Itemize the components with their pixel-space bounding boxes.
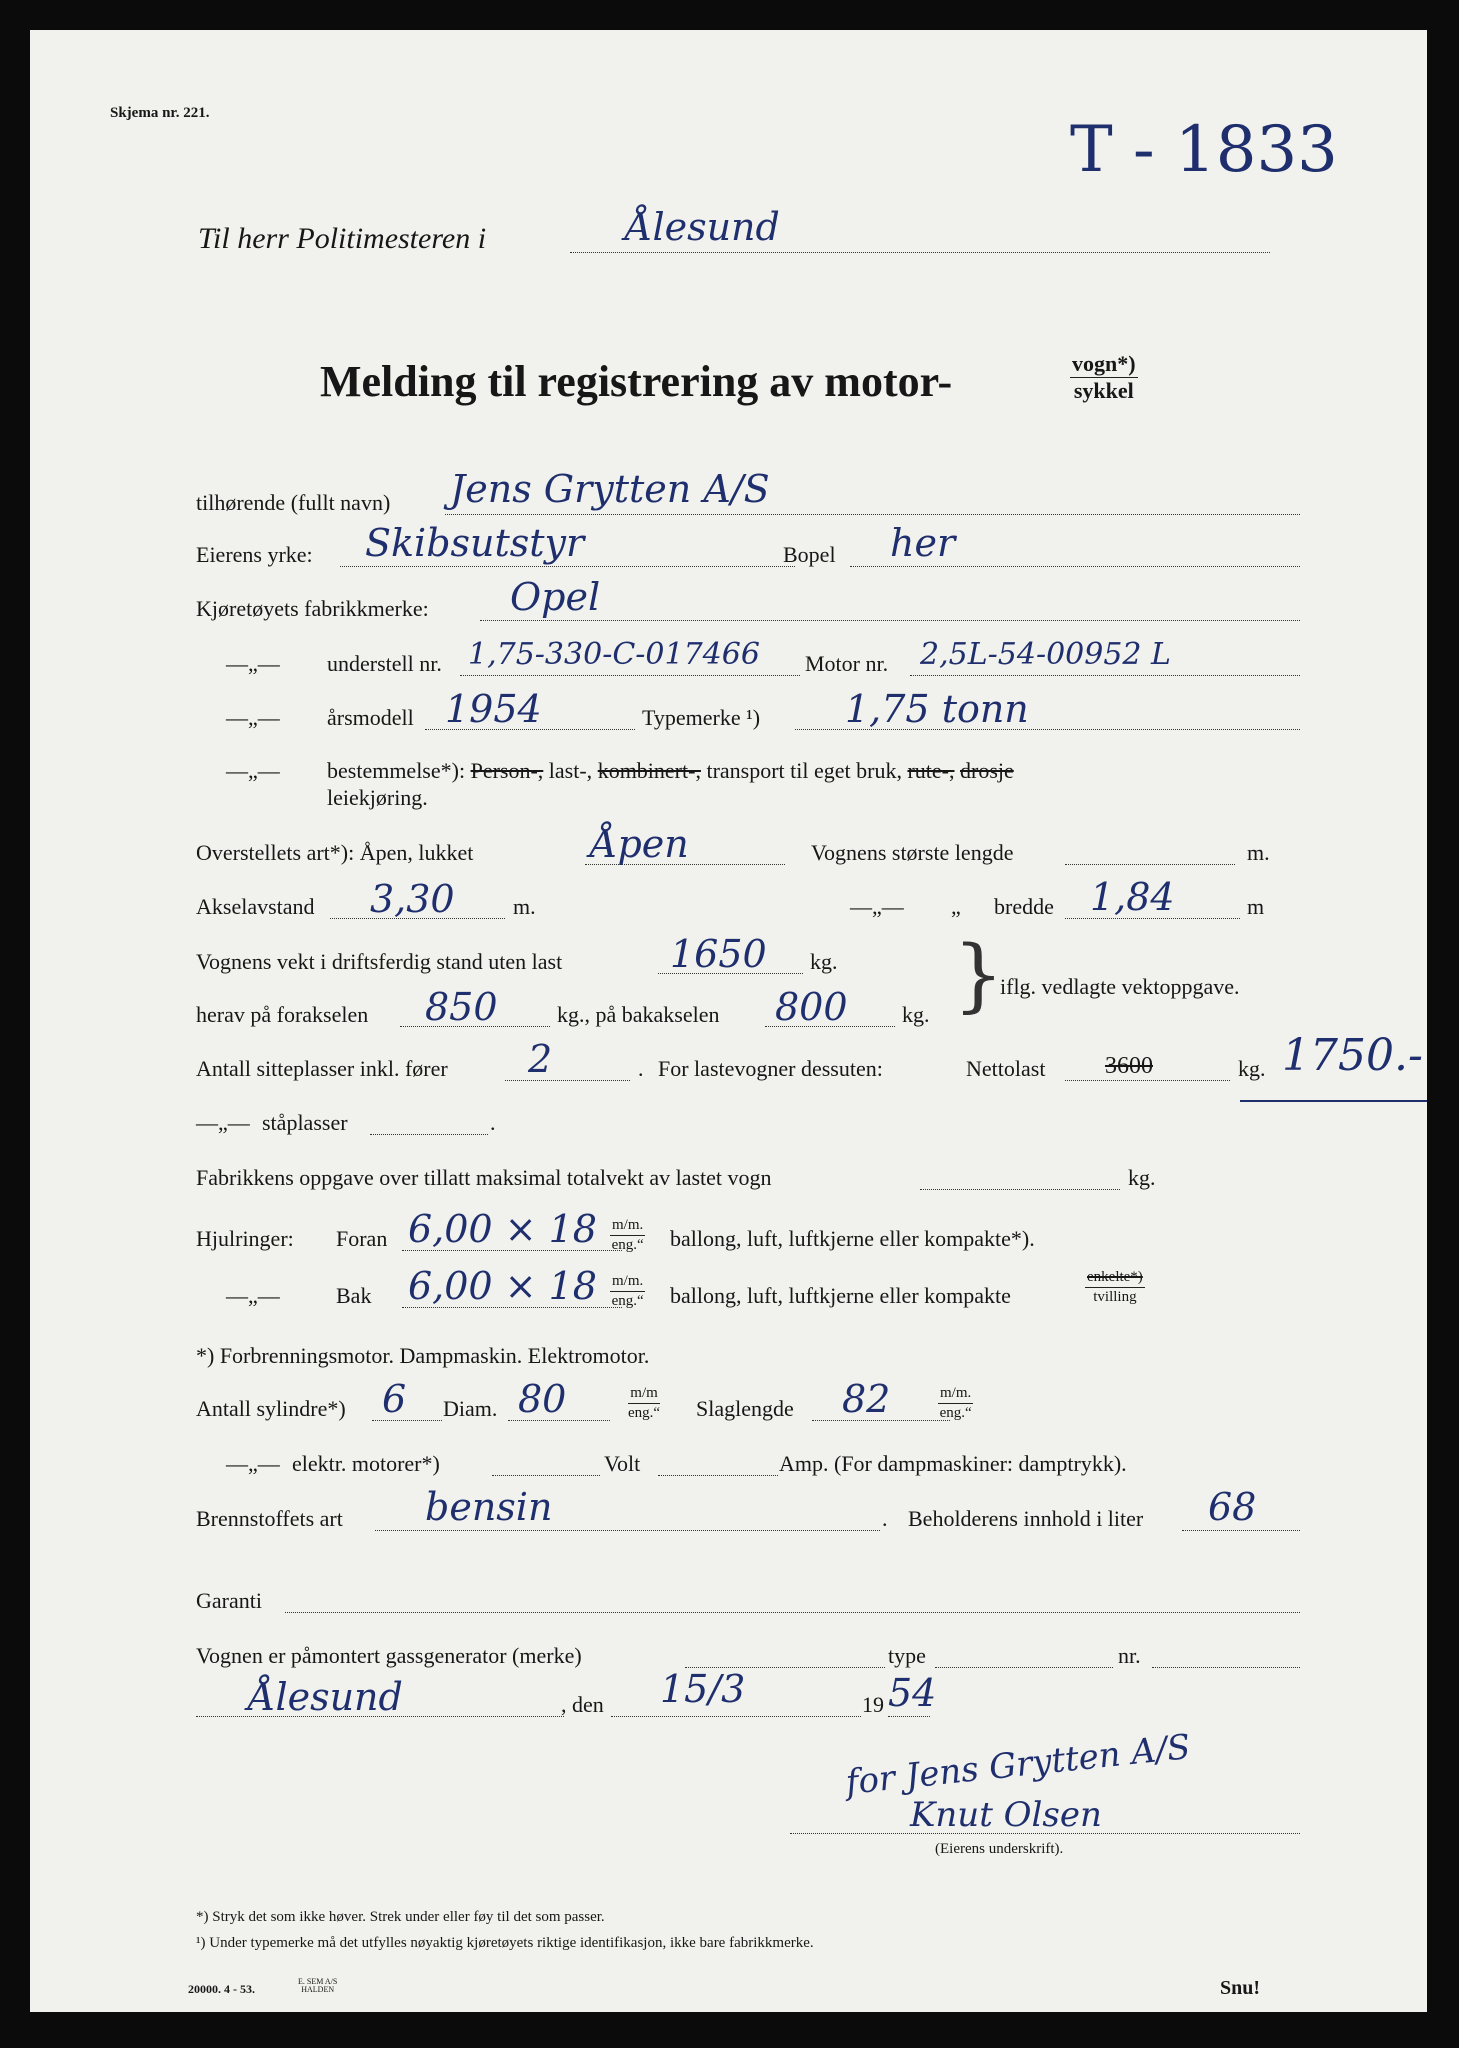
year-line [888, 1716, 930, 1717]
chassis-ditto: —„— [226, 651, 280, 676]
turn-page-label: Snu! [1220, 1977, 1261, 1999]
purpose-person: Person-, [470, 758, 544, 783]
residence-line [850, 566, 1300, 567]
occupation-label: Eierens yrke: [196, 542, 313, 567]
purpose-transport: transport til eget bruk, [706, 758, 902, 783]
volt-line [658, 1475, 778, 1476]
make-line [480, 620, 1300, 621]
signer-line1: for Jens Grytten A/S [843, 1727, 1193, 1803]
make-value: Opel [510, 575, 601, 619]
fuel-line [375, 1530, 880, 1531]
purpose-row [327, 760, 1014, 782]
purpose-last: last-, [548, 758, 593, 783]
wheels-front-unit [610, 1218, 645, 1253]
chassis-label: understell nr. [327, 651, 442, 676]
stroke-unit [938, 1386, 973, 1421]
width-label: bredde [994, 894, 1054, 919]
rear-axle-label: kg., på bakakselen [557, 1002, 720, 1027]
wheelbase-value: 3,30 [370, 877, 455, 921]
weight-unit: kg. [810, 949, 838, 974]
wheels-front-unit-bottom: eng.“ [611, 1237, 644, 1253]
front-axle-label: herav på forakselen [196, 1002, 369, 1027]
diam-unit-top: m/m [628, 1386, 660, 1404]
weight-label: Vognens vekt i driftsferdig stand uten last [196, 949, 563, 974]
wheels-rear-unit-bottom: eng.“ [611, 1293, 644, 1309]
weight-note: iflg. vedlagte vektoppgave. [1000, 974, 1240, 999]
purpose-ditto: —„— [226, 758, 280, 783]
addressee-label: Til herr Politimesteren i [198, 222, 487, 255]
title-frac-top: vogn*) [1072, 351, 1136, 376]
rear-axle-unit: kg. [902, 1002, 930, 1027]
date-label: , den [561, 1692, 604, 1717]
wheels-twin: tvilling [1093, 1289, 1137, 1305]
rear-axle-value: 800 [775, 985, 848, 1029]
seats-period: . [638, 1056, 644, 1081]
chassis-line [460, 675, 800, 676]
elec-line [492, 1475, 600, 1476]
net-underline [1240, 1100, 1427, 1102]
standing-line [370, 1134, 488, 1135]
gasgen-nr-line [1152, 1667, 1300, 1668]
max-weight-unit: kg. [1128, 1165, 1156, 1190]
diam-value: 80 [518, 1377, 567, 1421]
seats-line [505, 1080, 630, 1081]
length-line [1065, 864, 1235, 865]
width-ditto: —„— [850, 894, 904, 919]
purpose-drosje: drosje [960, 758, 1014, 783]
diam-unit [628, 1386, 660, 1421]
residence-value: her [890, 521, 956, 565]
signature-line [790, 1833, 1300, 1834]
wheels-rear-text: ballong, luft, luftkjerne eller kompakte [670, 1283, 1011, 1308]
net-value: 1750.- [1282, 1030, 1423, 1081]
cylinders-value: 6 [382, 1377, 407, 1421]
standing-period: . [490, 1110, 496, 1135]
seats-label: Antall sitteplasser inkl. fører [196, 1056, 448, 1081]
stroke-value: 82 [842, 1377, 891, 1421]
width-quote: „ [951, 894, 961, 919]
length-label: Vognens største lengde [811, 840, 1014, 865]
purpose-rute: rute-, [907, 758, 955, 783]
amp-label: Amp. (For dampmaskiner: damptrykk). [779, 1451, 1127, 1476]
year-value: 1954 [445, 687, 542, 731]
form-number: Skjema nr. 221. [110, 105, 210, 121]
title-fraction [1070, 353, 1138, 402]
net-unit: kg. [1238, 1056, 1266, 1081]
year-prefix: 19 [862, 1692, 884, 1717]
net-label: Nettolast [966, 1056, 1046, 1081]
net-struck-value: 3600 [1105, 1053, 1153, 1079]
addressee-value: Ålesund [625, 205, 780, 249]
guarantee-line [285, 1612, 1300, 1613]
max-weight-line [920, 1189, 1120, 1190]
year-value-hw: 54 [888, 1671, 937, 1715]
gasgen-type-label: type [888, 1643, 926, 1668]
width-value: 1,84 [1090, 875, 1175, 919]
year-label: årsmodell [327, 705, 414, 730]
gasgen-nr-label: nr. [1118, 1643, 1141, 1668]
stroke-unit-top: m/m. [938, 1386, 973, 1404]
diam-unit-bottom: eng.“ [628, 1405, 661, 1421]
occupation-line [340, 566, 795, 567]
standing-label: ståplasser [262, 1110, 348, 1135]
motor-label: Motor nr. [805, 651, 889, 676]
body-value: Åpen [590, 822, 689, 866]
signer-line2: Knut Olsen [910, 1795, 1102, 1835]
signature-caption: (Eierens underskrift). [935, 1841, 1064, 1857]
occupation-value: Skibsutstyr [365, 521, 585, 565]
stroke-label: Slaglengde [696, 1396, 794, 1421]
fuel-period: . [882, 1506, 888, 1531]
truck-label: For lastevogner dessuten: [658, 1056, 883, 1081]
place-value: Ålesund [248, 1675, 403, 1719]
gasgen-type-line [935, 1667, 1113, 1668]
gasgen-label: Vognen er påmontert gassgenerator (merke) [196, 1643, 582, 1668]
fuel-label: Brennstoffets art [196, 1506, 343, 1531]
wheels-rear-mount [1085, 1270, 1145, 1305]
guarantee-label: Garanti [196, 1588, 262, 1613]
form-page [30, 30, 1427, 2012]
wheels-single: enkelte*) [1085, 1270, 1145, 1288]
seats-value: 2 [528, 1037, 553, 1081]
printer-line1: E. SEM A/S [298, 1977, 338, 1986]
purpose-label: bestemmelse*): [327, 758, 466, 783]
wheels-front-value: 6,00 × 18 [408, 1207, 597, 1251]
purpose-leie: leiekjøring. [327, 785, 428, 810]
wheels-rear-value: 6,00 × 18 [408, 1264, 597, 1308]
elec-label: elektr. motorer*) [292, 1451, 440, 1476]
cylinders-label: Antall sylindre*) [196, 1396, 346, 1421]
width-unit: m [1247, 894, 1265, 919]
wheels-front-text: ballong, luft, luftkjerne eller kompakte*). [670, 1226, 1035, 1251]
page-title: Melding til registrering av motor- [320, 357, 953, 406]
year-ditto: —„— [226, 705, 280, 730]
wheelbase-label: Akselavstand [196, 894, 315, 919]
wheelbase-unit: m. [513, 894, 536, 919]
title-frac-bottom: sykkel [1073, 378, 1134, 403]
wheels-label: Hjulringer: [196, 1226, 294, 1251]
owner-name-line [445, 514, 1300, 515]
motor-value: 2,5L-54-00952 L [920, 637, 1171, 672]
weight-brace: } [953, 928, 1004, 1021]
wheels-front-unit-top: m/m. [610, 1218, 645, 1236]
elec-ditto: —„— [226, 1451, 280, 1476]
wheels-rear-unit-top: m/m. [610, 1274, 645, 1292]
standing-ditto: —„— [196, 1110, 250, 1135]
net-line [1065, 1080, 1230, 1081]
stroke-unit-bottom: eng.“ [939, 1405, 972, 1421]
tank-label: Beholderens innhold i liter [908, 1506, 1144, 1531]
addressee-line [570, 252, 1270, 253]
print-run: 20000. 4 - 53. [188, 1982, 255, 1996]
weight-value: 1650 [670, 932, 767, 976]
chassis-value: 1,75-330-C-017466 [468, 637, 760, 672]
diam-label: Diam. [443, 1396, 498, 1421]
volt-label: Volt [604, 1451, 641, 1476]
type-value: 1,75 tonn [845, 687, 1029, 731]
date-value: 15/3 [660, 1667, 746, 1711]
printer-mark [298, 1978, 337, 1994]
tank-value: 68 [1208, 1485, 1257, 1529]
type-label: Typemerke ¹) [642, 705, 761, 730]
purpose-kombinert: kombinert-, [597, 758, 701, 783]
owner-name-label: tilhørende (fullt navn) [196, 490, 391, 515]
tank-line [1182, 1530, 1300, 1531]
residence-label: Bopel [783, 542, 836, 567]
footnote-1: *) Stryk det som ikke høver. Strek under eller føy til det som passer. [196, 1909, 605, 1925]
date-line [611, 1716, 861, 1717]
footnote-2: ¹) Under typemerke må det utfylles nøyaktig kjøretøyets riktige identifikasjon, ikke bare fabrikkmerke. [196, 1935, 814, 1951]
front-axle-value: 850 [425, 985, 498, 1029]
make-label: Kjøretøyets fabrikkmerke: [196, 596, 429, 621]
motor-line [910, 675, 1300, 676]
owner-name-value: Jens Grytten A/S [450, 467, 770, 511]
wheels-rear-label: Bak [336, 1283, 372, 1308]
length-unit: m. [1247, 840, 1270, 865]
archive-number: T - 1833 [1070, 113, 1338, 187]
fuel-value: bensin [425, 1485, 553, 1529]
engine-type-line: *) Forbrenningsmotor. Dampmaskin. Elektromotor. [196, 1343, 650, 1368]
wheels-rear-unit [610, 1274, 645, 1309]
wheels-front-label: Foran [336, 1226, 388, 1251]
max-weight-label: Fabrikkens oppgave over tillatt maksimal totalvekt av lastet vogn [196, 1165, 772, 1190]
printer-line2: HALDEN [301, 1985, 335, 1994]
body-label: Overstellets art*): Åpen, lukket [196, 840, 474, 865]
wheels-rear-ditto: —„— [226, 1283, 280, 1308]
